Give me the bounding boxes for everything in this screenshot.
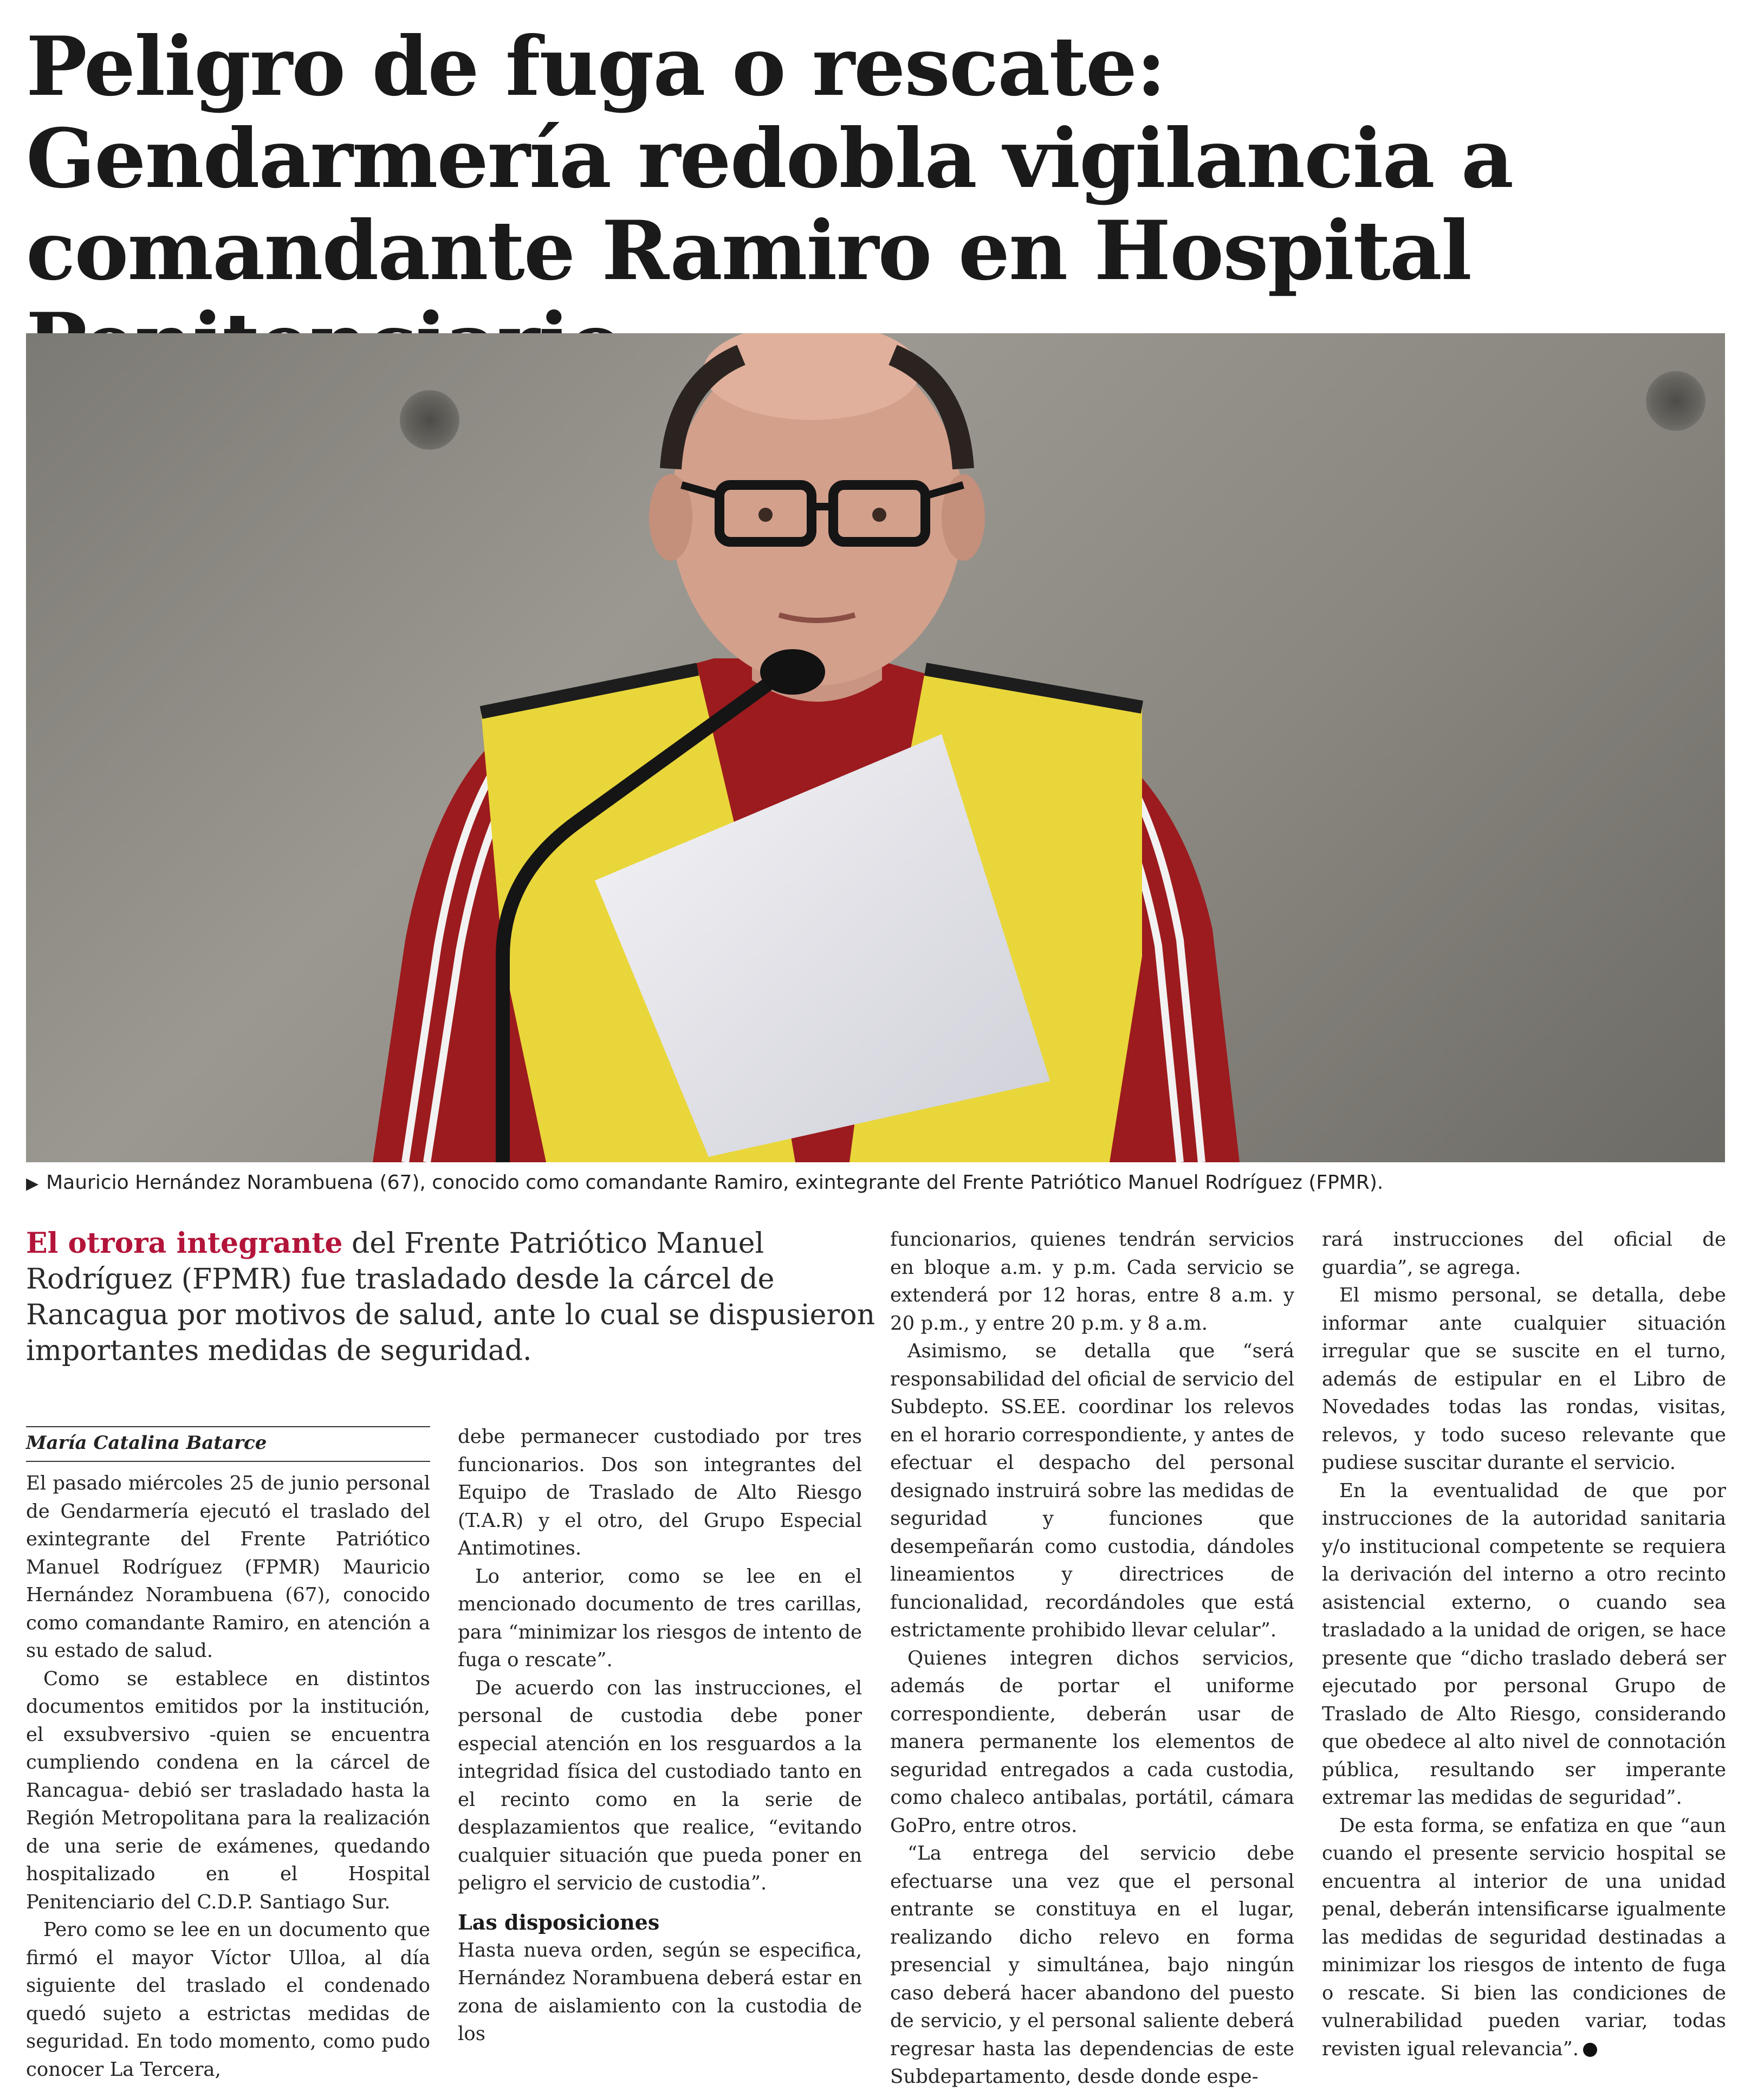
paragraph: El pasado miércoles 25 de junio personal de Gendarmería ejecutó el traslado del exintegrante del Frente Patriótico Manuel Rodríguez (FPMR) Mauricio Hernández Norambuena (67), conocido como comandante Ramiro, en atención a su estado de salud. xyxy=(26,1472,430,1662)
lead-paragraph xyxy=(26,1226,877,1369)
paragraph: Como se establece en distintos documentos emitidos por la institución, el exsubversivo -quien se encuentra cumpliendo condena en la cárcel de Rancagua- debió ser trasladado hasta la Región Metropolitana para la realización de una serie de exámenes, quedando hospitalizado en el Hospital Penitenciario del C.D.P. Santiago Sur. xyxy=(26,1667,430,1913)
paragraph: Lo anterior, como se lee en el mencionado documento de tres carillas, para “minimizar los riesgos de intento de fuga o rescate”. xyxy=(458,1565,862,1671)
byline: María Catalina Batarce xyxy=(26,1432,267,1454)
caption-arrow-icon: ▶ xyxy=(26,1174,39,1193)
byline-bottom-rule xyxy=(26,1461,430,1462)
paragraph: rará instrucciones del oficial de guardia”, se agrega. xyxy=(1322,1228,1726,1279)
body-column-3 xyxy=(890,1226,1294,2091)
news-photo xyxy=(26,333,1725,1162)
photo-caption xyxy=(26,1169,1738,1197)
byline-top-rule xyxy=(26,1426,430,1427)
paragraph: Quienes integren dichos servicios, además de portar el uniforme correspondiente, deberán usar de manera permanente los elementos de seguridad entregados a cada custodia, como chaleco antibalas, portátil, cámara GoPro, entre otros. xyxy=(890,1647,1294,1837)
headline: Peligro de fuga o rescate: Gendarmería redobla vigilancia a comandante Ramiro en Hospital xyxy=(26,19,1513,299)
paragraph: El mismo personal, se detalla, debe informar ante cualquier situación irregular que se suscite en el turno, además de estipular en el Libro de Novedades todas las rondas, visitas, relevos, y todo suceso relevante que pudiese suscitar durante el servicio. xyxy=(1322,1284,1726,1474)
lead-kicker: El otrora integrante xyxy=(26,1227,343,1260)
caption-text: Mauricio Hernández Norambuena (67), conocido como comandante Ramiro, exintegrante del Frente Patriótico Manuel Rodríguez (FPMR). xyxy=(46,1171,1384,1194)
paragraph: debe permanecer custodiado por tres funcionarios. Dos son integrantes del Equipo de Traslado de Alto Riesgo (T.A.R) y el otro, del Grupo Especial Antimotines. xyxy=(458,1426,862,1559)
lead-text: del Frente Patriótico Manuel Rodríguez (FPMR) fue trasladado desde la cárcel de Rancagua por motivos de salud, ante lo cual se dispusieron importantes medidas de seguridad. xyxy=(26,1227,875,1367)
body-column-2 xyxy=(458,1423,862,2048)
paragraph: En la eventualidad de que por instrucciones de la autoridad sanitaria y/o institucional competente se requiera la derivación del interno a otro recinto asistencial externo, o cuando sea trasladado a la unidad de origen, se hace presente que “dicho traslado deberá ser ejecutado por personal Grupo de Traslado de Alto Riesgo, considerando que obedece al alto nivel de connotación pública, resultando ser imperante extremar las medidas de seguridad”. xyxy=(1322,1479,1726,1809)
paragraph: De acuerdo con las instrucciones, el personal de custodia debe poner especial atención en los resguardos a la integridad física del custodiado tanto en el recinto como en la serie de desplazamientos que realice, “evitando cualquier situación que pueda poner en peligro el servicio de custodia”. xyxy=(458,1676,862,1894)
paragraph: Pero como se lee en un documento que firmó el mayor Víctor Ulloa, al día siguiente del traslado el condenado quedó sujeto a estrictas medidas de seguridad. En todo momento, como pudo conocer La Tercera, xyxy=(26,1919,430,2081)
paragraph xyxy=(1322,1812,1726,2063)
person-illustration xyxy=(26,333,1725,1162)
subheading: Las disposiciones xyxy=(458,1909,660,1934)
final-paragraph-text: De esta forma, se enfatiza en que “aun cuando el presente servicio hospital se encuentra al interior de una unidad penal, deberán intensificarse igualmente las medidas de seguridad destinadas a minimizar los riesgos de intento de fuga o rescate. Si bien las condiciones de vulnerabilidad pueden variar, todas revisten igual relevancia”. xyxy=(1322,1814,1726,2060)
paragraph: Hasta nueva orden, según se especifica, Hernández Norambuena deberá estar en zona de aislamiento con la custodia de los xyxy=(458,1939,862,2045)
body-column-1 xyxy=(26,1469,430,2083)
paragraph: “La entrega del servicio debe efectuarse una vez que el personal entrante se constituya en el lugar, realizando dicho relevo en forma presencial y simultánea, bajo ningún caso deberá hacer abandono del puesto de servicio, y el personal saliente deberá regresar hasta las dependencias de este Subdepartamento, desde donde espe- xyxy=(890,1842,1294,2088)
body-column-4 xyxy=(1322,1226,1726,2063)
paragraph: Asimismo, se detalla que “será responsabilidad del oficial de servicio del Subdepto. SS.EE. coordinar los relevos en el horario correspondiente, y antes de efectuar el despacho del personal designado instruirá sobre las medidas de seguridad y funciones que desempeñarán como custodia, dándoles lineamientos y directrices de funcionalidad, recordándoles que está estrictamente prohibido llevar celular”. xyxy=(890,1340,1294,1641)
paragraph: funcionarios, quienes tendrán servicios en bloque a.m. y p.m. Cada servicio se extenderá por 12 horas, entre 8 a.m. y 20 p.m., y entre 20 p.m. y 8 a.m. xyxy=(890,1228,1294,1335)
end-mark-icon xyxy=(1583,2043,1597,2057)
